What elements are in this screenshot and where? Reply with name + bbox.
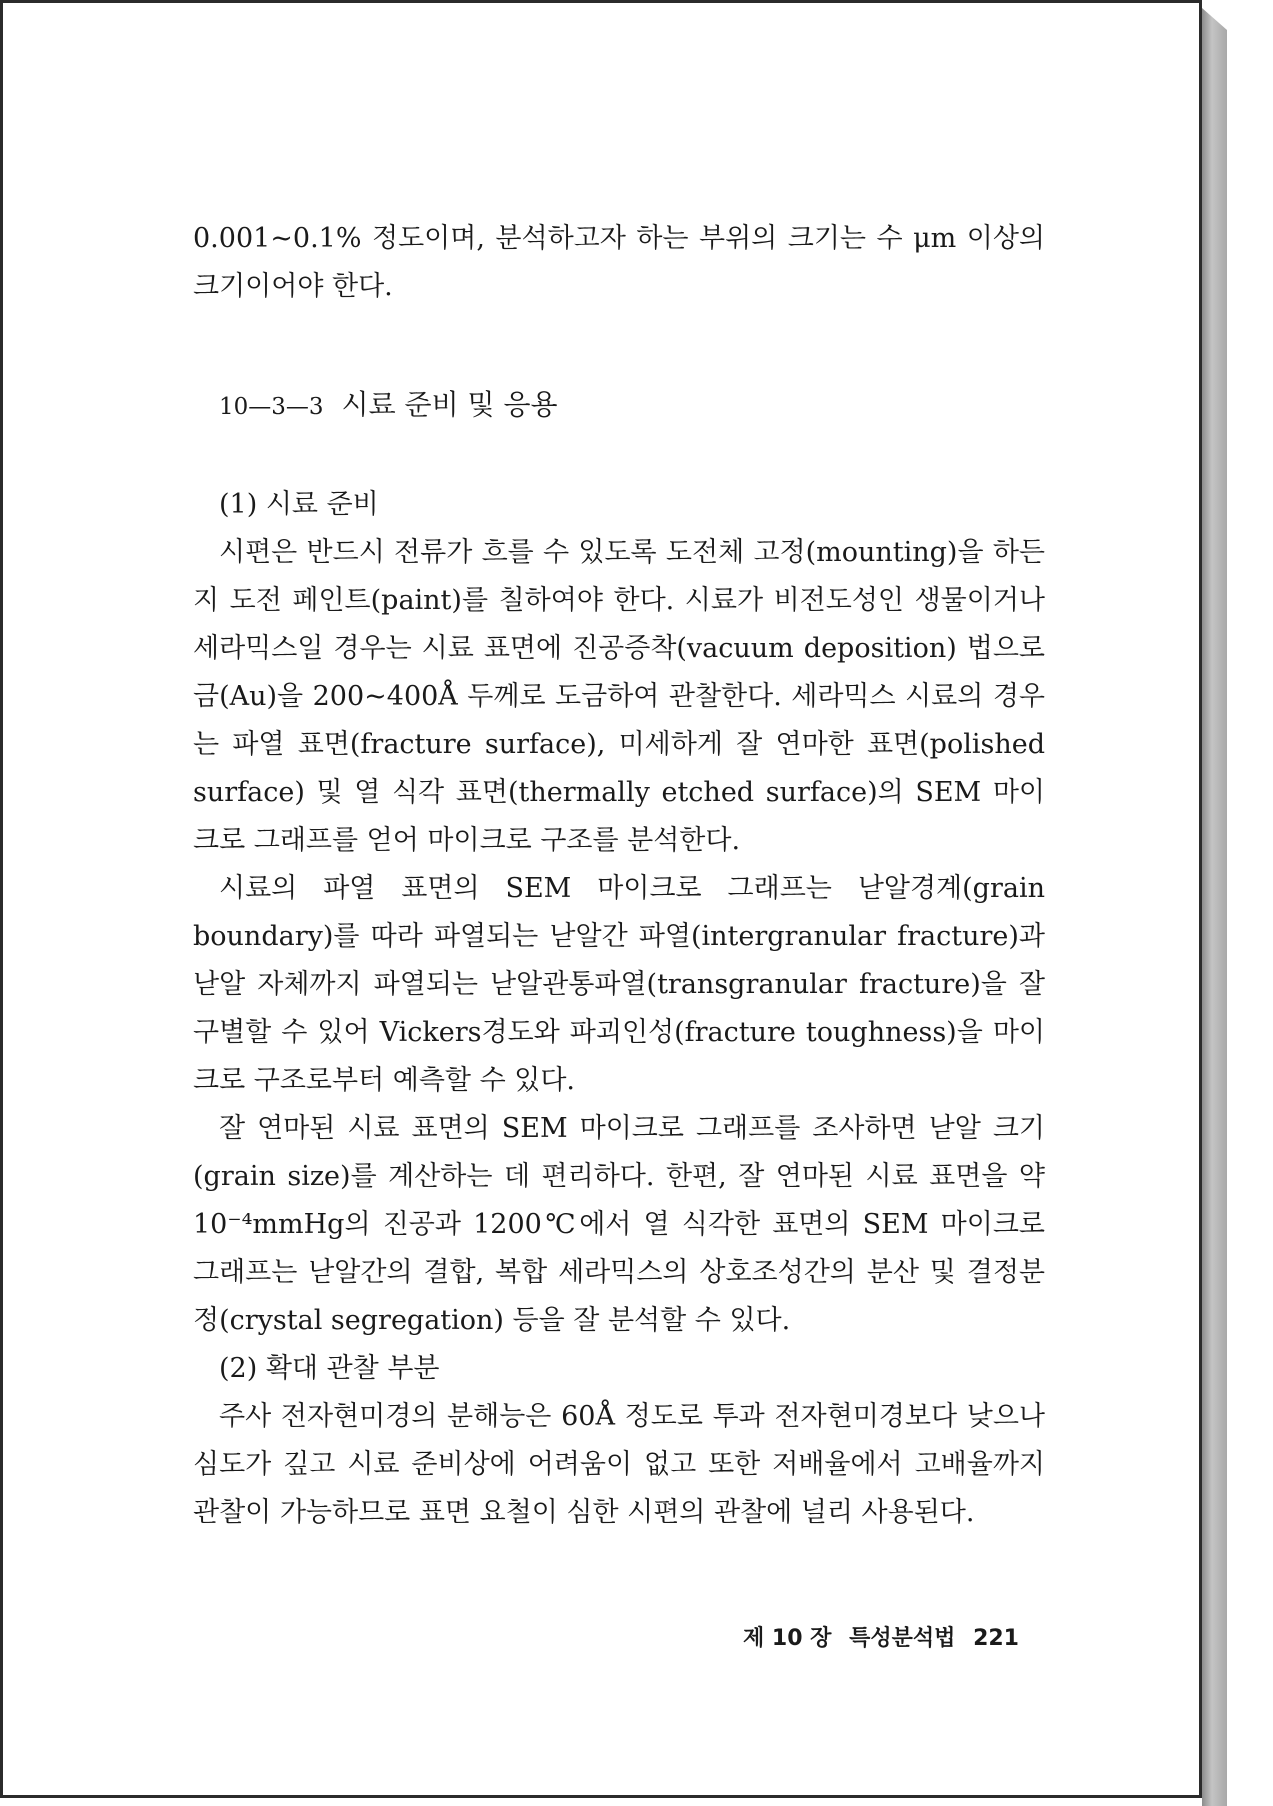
page-number: 221 [973, 1626, 1019, 1651]
subsection-heading-1: (1) 시료 준비 [219, 489, 379, 520]
book-spine [1202, 8, 1227, 1806]
page-footer [743, 1621, 1029, 1652]
page-edge [1199, 0, 1202, 1798]
section-title: 시료 준비 및 응용 [341, 388, 558, 421]
subsection-heading-2: (2) 확대 관찰 부분 [219, 1353, 440, 1384]
paragraph: 주사 전자현미경의 분해능은 60Å 정도로 투과 전자현미경보다 낮으나 심도가 깊고 시료 준비상에 어려움이 없고 또한 저배율에서 고배율까지 관찰이 가능하므로 표면 요철이 심한 시편의 관찰에 널리 사용된다. [193, 1401, 1045, 1528]
intro-paragraph: 0.001~0.1% 정도이며, 분석하고자 하는 부위의 크기는 수 μm 이상의 크기이어야 한다. [193, 223, 1045, 302]
chapter-label: 제 10 장 [743, 1626, 832, 1651]
section-heading [193, 381, 1045, 431]
section-number: 10—3—3 [219, 394, 324, 420]
paragraph: 시료의 파열 표면의 SEM 마이크로 그래프는 낟알경계(grain boundary)를 따라 파열되는 낟알간 파열(intergranular fracture)과 낟알 자체까지 파열되는 낟알관통파열(transgranular fracture)을 잘 구별할 수 있어 Vickers경도와 파괴인성(fracture toughness)을 마이크로 구조로부터 예측할 수 있다. [193, 873, 1045, 1096]
chapter-title: 특성분석법 [849, 1626, 956, 1651]
page-content [193, 215, 1045, 1537]
paragraph: 잘 연마된 시료 표면의 SEM 마이크로 그래프를 조사하면 낟알 크기(grain size)를 계산하는 데 편리하다. 한편, 잘 연마된 시료 표면을 약 10⁻⁴mmHg의 진공과 1200℃에서 열 식각한 표면의 SEM 마이크로 그래프는 낟알간의 결합, 복합 세라믹스의 상호조성간의 분산 및 결정분정(crystal segregation) 등을 잘 분석할 수 있다. [193, 1113, 1045, 1336]
paragraph: 시편은 반드시 전류가 흐를 수 있도록 도전체 고정(mounting)을 하든지 도전 페인트(paint)를 칠하여야 한다. 시료가 비전도성인 생물이거나 세라믹스일 경우는 시료 표면에 진공증착(vacuum deposition) 법으로 금(Au)을 200~400Å 두께로 도금하여 관찰한다. 세라믹스 시료의 경우는 파열 표면(fracture surface), 미세하게 잘 연마한 표면(polished surface) 및 열 식각 표면(thermally etched surface)의 SEM 마이크로 그래프를 얻어 마이크로 구조를 분석한다. [193, 537, 1045, 856]
